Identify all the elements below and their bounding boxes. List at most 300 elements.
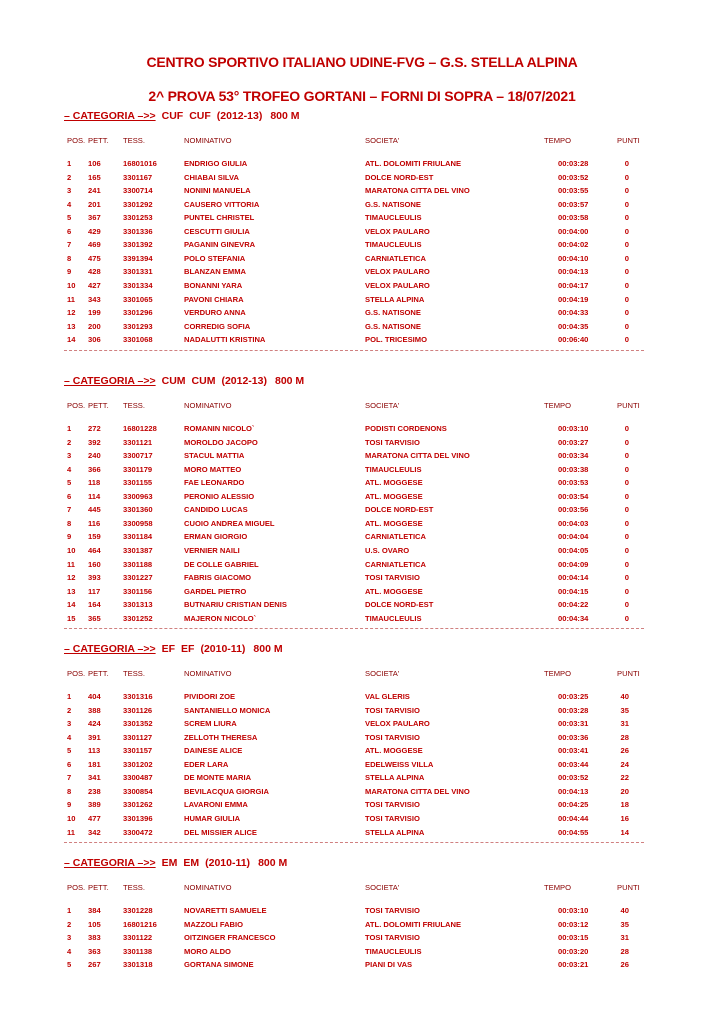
cell-tempo: 00:04:00 bbox=[558, 226, 589, 236]
category-distance: 800 M bbox=[258, 857, 288, 869]
table-header bbox=[64, 136, 644, 148]
category-code: EF bbox=[181, 643, 195, 655]
cell-punti: 35 bbox=[620, 919, 629, 929]
cell-soc: TOSI TARVISIO bbox=[365, 933, 420, 943]
table-row bbox=[64, 746, 644, 758]
cell-punti: 31 bbox=[620, 933, 629, 943]
cell-punti: 20 bbox=[620, 786, 629, 796]
cell-pos: 5 bbox=[67, 960, 72, 970]
cell-soc: STELLA ALPINA bbox=[365, 773, 425, 783]
table-row bbox=[64, 787, 644, 799]
cell-tess: 3301065 bbox=[123, 294, 153, 304]
cell-nom: CAUSERO VITTORIA bbox=[184, 199, 260, 209]
cell-punti: 31 bbox=[620, 719, 629, 729]
cell-tess: 3301121 bbox=[123, 437, 153, 447]
header-pos: POS. bbox=[67, 669, 86, 678]
cell-pett: 160 bbox=[88, 559, 101, 569]
cell-punti: 0 bbox=[624, 280, 629, 290]
cell-punti: 0 bbox=[624, 267, 629, 277]
cell-punti: 14 bbox=[620, 827, 629, 837]
category-prefix: – CATEGORIA –>> bbox=[64, 110, 156, 122]
table-row bbox=[64, 573, 644, 585]
cell-soc: ATL. MOGGESE bbox=[365, 746, 423, 756]
cell-tempo: 00:03:28 bbox=[558, 705, 589, 715]
header-nominativo: NOMINATIVO bbox=[184, 883, 232, 892]
cell-pos: 2 bbox=[67, 172, 72, 182]
cell-punti: 0 bbox=[624, 573, 629, 583]
header-societa: SOCIETA' bbox=[365, 401, 400, 410]
cell-pos: 6 bbox=[67, 226, 72, 236]
header-societa: SOCIETA' bbox=[365, 669, 400, 678]
table-row bbox=[64, 532, 644, 544]
cell-punti: 0 bbox=[624, 437, 629, 447]
cell-punti: 35 bbox=[620, 705, 629, 715]
cell-pett: 117 bbox=[88, 586, 101, 596]
cell-nom: MORO ALDO bbox=[184, 946, 231, 956]
cell-pett: 383 bbox=[88, 933, 101, 943]
cell-pos: 8 bbox=[67, 253, 72, 263]
table-row bbox=[64, 335, 644, 347]
table-row bbox=[64, 614, 644, 626]
cell-soc: TIMAUCLEULIS bbox=[365, 240, 422, 250]
cell-soc: TIMAUCLEULIS bbox=[365, 213, 422, 223]
cell-tempo: 00:03:53 bbox=[558, 478, 589, 488]
cell-pett: 427 bbox=[88, 280, 101, 290]
cell-pos: 4 bbox=[67, 732, 72, 742]
cell-nom: ERMAN GIORGIO bbox=[184, 532, 248, 542]
cell-pett: 118 bbox=[88, 478, 101, 488]
cell-tess: 3301068 bbox=[123, 335, 153, 345]
header-pos: POS. bbox=[67, 136, 86, 145]
cell-tempo: 00:06:40 bbox=[558, 335, 589, 345]
cell-punti: 0 bbox=[624, 559, 629, 569]
cell-soc: CARNIATLETICA bbox=[365, 559, 427, 569]
header-societa: SOCIETA' bbox=[365, 136, 400, 145]
cell-tess: 3301313 bbox=[123, 600, 153, 610]
cell-nom: ROMANIN NICOLO` bbox=[184, 424, 255, 433]
table-row bbox=[64, 451, 644, 463]
cell-tess: 3301392 bbox=[123, 240, 153, 250]
cell-nom: MAZZOLI FABIO bbox=[184, 919, 244, 929]
table-row bbox=[64, 492, 644, 504]
table-row bbox=[64, 295, 644, 307]
cell-tess: 3301252 bbox=[123, 613, 153, 623]
cell-punti: 0 bbox=[624, 186, 629, 196]
cell-tempo: 00:04:22 bbox=[558, 600, 589, 610]
cell-punti: 18 bbox=[620, 800, 629, 810]
cell-pos: 1 bbox=[67, 906, 72, 915]
cell-pett: 200 bbox=[88, 321, 101, 331]
cell-tess: 3301156 bbox=[123, 586, 153, 596]
cell-tempo: 00:03:28 bbox=[558, 159, 589, 168]
cell-nom: MOROLDO JACOPO bbox=[184, 437, 258, 447]
cell-nom: NONINI MANUELA bbox=[184, 186, 251, 196]
table-row bbox=[64, 760, 644, 772]
cell-tempo: 00:04:02 bbox=[558, 240, 589, 250]
cell-pett: 181 bbox=[88, 759, 101, 769]
cell-pos: 7 bbox=[67, 505, 72, 515]
table-row bbox=[64, 267, 644, 279]
category-years: (2010-11) bbox=[205, 857, 251, 869]
table-row bbox=[64, 587, 644, 599]
cell-tempo: 00:03:10 bbox=[558, 906, 589, 915]
cell-tempo: 00:04:03 bbox=[558, 518, 589, 528]
cell-nom: OITZINGER FRANCESCO bbox=[184, 933, 276, 943]
cell-nom: FAE LEONARDO bbox=[184, 478, 245, 488]
cell-pos: 2 bbox=[67, 919, 72, 929]
cell-soc: G.S. NATISONE bbox=[365, 308, 421, 318]
cell-pos: 11 bbox=[67, 559, 76, 569]
cell-tess: 3301334 bbox=[123, 280, 153, 290]
cell-soc: DOLCE NORD-EST bbox=[365, 505, 434, 515]
cell-pos: 11 bbox=[67, 827, 76, 837]
cell-tess: 3301253 bbox=[123, 213, 153, 223]
cell-punti: 28 bbox=[620, 732, 629, 742]
cell-tempo: 00:03:44 bbox=[558, 759, 589, 769]
section-divider bbox=[64, 842, 644, 843]
cell-tess: 3301360 bbox=[123, 505, 153, 515]
cell-pos: 1 bbox=[67, 692, 72, 701]
cell-nom: FABRIS GIACOMO bbox=[184, 573, 252, 583]
cell-nom: DE MONTE MARIA bbox=[184, 773, 252, 783]
cell-pos: 1 bbox=[67, 424, 72, 433]
cell-pett: 393 bbox=[88, 573, 101, 583]
cell-tempo: 00:04:33 bbox=[558, 308, 589, 318]
cell-punti: 0 bbox=[624, 505, 629, 515]
header-nominativo: NOMINATIVO bbox=[184, 669, 232, 678]
category-years: (2012-13) bbox=[221, 375, 267, 387]
cell-tempo: 00:04:09 bbox=[558, 559, 589, 569]
cell-pett: 165 bbox=[88, 172, 101, 182]
header-punti: PUNTI bbox=[617, 136, 640, 145]
cell-punti: 0 bbox=[624, 586, 629, 596]
cell-soc: VELOX PAULARO bbox=[365, 719, 430, 729]
table-row bbox=[64, 424, 644, 436]
cell-soc: MARATONA CITTA DEL VINO bbox=[365, 186, 470, 196]
cell-tempo: 00:04:05 bbox=[558, 545, 589, 555]
cell-punti: 16 bbox=[620, 813, 629, 823]
cell-nom: POLO STEFANIA bbox=[184, 253, 246, 263]
category-heading bbox=[64, 857, 287, 869]
cell-tempo: 00:04:25 bbox=[558, 800, 589, 810]
cell-pett: 306 bbox=[88, 335, 101, 345]
cell-pos: 4 bbox=[67, 946, 72, 956]
cell-tess: 3300714 bbox=[123, 186, 153, 196]
table-row bbox=[64, 465, 644, 477]
cell-punti: 0 bbox=[624, 518, 629, 528]
cell-punti: 0 bbox=[624, 253, 629, 263]
cell-nom: PIVIDORI ZOE bbox=[184, 692, 236, 701]
cell-pos: 13 bbox=[67, 321, 76, 331]
table-row bbox=[64, 478, 644, 490]
category-years: (2012-13) bbox=[216, 110, 263, 122]
table-row bbox=[64, 200, 644, 212]
cell-nom: DAINESE ALICE bbox=[184, 746, 243, 756]
cell-pos: 10 bbox=[67, 813, 76, 823]
cell-soc: ATL. DOLOMITI FRIULANE bbox=[365, 159, 462, 168]
cell-tempo: 00:04:13 bbox=[558, 267, 589, 277]
cell-nom: ZELLOTH THERESA bbox=[184, 732, 258, 742]
cell-nom: SCREM LIURA bbox=[184, 719, 237, 729]
category-prefix: – CATEGORIA –>> bbox=[64, 643, 156, 655]
cell-soc: CARNIATLETICA bbox=[365, 253, 427, 263]
cell-soc: CARNIATLETICA bbox=[365, 532, 427, 542]
cell-tess: 3301167 bbox=[123, 172, 153, 182]
cell-pett: 343 bbox=[88, 294, 101, 304]
cell-punti: 0 bbox=[624, 451, 629, 461]
cell-pett: 363 bbox=[88, 946, 101, 956]
cell-punti: 28 bbox=[620, 946, 629, 956]
table-row bbox=[64, 173, 644, 185]
cell-tempo: 00:03:38 bbox=[558, 464, 589, 474]
header-tess: TESS. bbox=[123, 136, 145, 145]
cell-tempo: 00:03:31 bbox=[558, 719, 589, 729]
cell-pos: 14 bbox=[67, 335, 76, 345]
cell-pett: 342 bbox=[88, 827, 101, 837]
category-heading bbox=[64, 375, 304, 387]
cell-pett: 341 bbox=[88, 773, 101, 783]
cell-soc: VELOX PAULARO bbox=[365, 267, 430, 277]
cell-nom: EDER LARA bbox=[184, 759, 229, 769]
cell-pett: 428 bbox=[88, 267, 101, 277]
cell-tempo: 00:03:21 bbox=[558, 960, 589, 970]
cell-soc: ATL. DOLOMITI FRIULANE bbox=[365, 919, 462, 929]
cell-tempo: 00:03:55 bbox=[558, 186, 589, 196]
cell-nom: BLANZAN EMMA bbox=[184, 267, 247, 277]
table-row bbox=[64, 920, 644, 932]
cell-soc: TOSI TARVISIO bbox=[365, 573, 420, 583]
cell-nom: STACUL MATTIA bbox=[184, 451, 245, 461]
cell-tess: 3301296 bbox=[123, 308, 153, 318]
header-pett: PETT. bbox=[88, 401, 109, 410]
cell-soc: TOSI TARVISIO bbox=[365, 800, 420, 810]
cell-tempo: 00:03:52 bbox=[558, 773, 589, 783]
table-row bbox=[64, 213, 644, 225]
cell-pett: 199 bbox=[88, 308, 101, 318]
cell-soc: VELOX PAULARO bbox=[365, 280, 430, 290]
cell-nom: CANDIDO LUCAS bbox=[184, 505, 248, 515]
cell-punti: 0 bbox=[624, 424, 629, 433]
cell-soc: POL. TRICESIMO bbox=[365, 335, 428, 345]
category-code: CUM bbox=[191, 375, 216, 387]
cell-tess: 3301293 bbox=[123, 321, 153, 331]
cell-punti: 0 bbox=[624, 226, 629, 236]
cell-pett: 113 bbox=[88, 746, 101, 756]
cell-soc: STELLA ALPINA bbox=[365, 294, 425, 304]
header-nominativo: NOMINATIVO bbox=[184, 136, 232, 145]
cell-nom: ENDRIGO GIULIA bbox=[184, 159, 248, 168]
cell-tess: 3301262 bbox=[123, 800, 153, 810]
cell-nom: PAGANIN GINEVRA bbox=[184, 240, 256, 250]
cell-pett: 477 bbox=[88, 813, 101, 823]
cell-tempo: 00:03:27 bbox=[558, 437, 589, 447]
cell-tess: 3301155 bbox=[123, 478, 153, 488]
cell-tempo: 00:04:55 bbox=[558, 827, 589, 837]
cell-soc: U.S. OVARO bbox=[365, 545, 410, 555]
cell-pett: 445 bbox=[88, 505, 101, 515]
table-row bbox=[64, 254, 644, 266]
table-header bbox=[64, 669, 644, 681]
cell-pett: 365 bbox=[88, 613, 101, 623]
table-row bbox=[64, 186, 644, 198]
cell-punti: 0 bbox=[624, 335, 629, 345]
cell-tempo: 00:04:35 bbox=[558, 321, 589, 331]
cell-pett: 114 bbox=[88, 491, 101, 501]
cell-tess: 3300472 bbox=[123, 827, 153, 837]
cell-tess: 3300854 bbox=[123, 786, 153, 796]
cell-pos: 8 bbox=[67, 518, 72, 528]
category-code: EM bbox=[161, 857, 178, 869]
cell-pos: 10 bbox=[67, 545, 76, 555]
header-tempo: TEMPO bbox=[544, 883, 572, 892]
table-row bbox=[64, 308, 644, 320]
header-tempo: TEMPO bbox=[544, 669, 572, 678]
cell-nom: NOVARETTI SAMUELE bbox=[184, 906, 267, 915]
section-divider bbox=[64, 628, 644, 629]
cell-punti: 0 bbox=[624, 464, 629, 474]
cell-tess: 3300958 bbox=[123, 518, 153, 528]
cell-pos: 3 bbox=[67, 451, 72, 461]
cell-tess: 3301396 bbox=[123, 813, 153, 823]
cell-tess: 3301387 bbox=[123, 545, 153, 555]
cell-pett: 105 bbox=[88, 919, 101, 929]
category-code: CUF bbox=[189, 110, 211, 122]
cell-soc: ATL. MOGGESE bbox=[365, 586, 423, 596]
category-heading bbox=[64, 110, 300, 122]
cell-tempo: 00:03:20 bbox=[558, 946, 589, 956]
cell-nom: PUNTEL CHRISTEL bbox=[184, 213, 255, 223]
cell-pos: 15 bbox=[67, 613, 76, 623]
cell-pos: 5 bbox=[67, 478, 72, 488]
cell-punti: 0 bbox=[624, 321, 629, 331]
cell-tess: 3301331 bbox=[123, 267, 153, 277]
cell-tess: 16801016 bbox=[123, 159, 157, 168]
cell-tess: 3301227 bbox=[123, 573, 153, 583]
cell-tess: 3300963 bbox=[123, 491, 153, 501]
table-row bbox=[64, 240, 644, 252]
cell-punti: 22 bbox=[620, 773, 629, 783]
cell-soc: ATL. MOGGESE bbox=[365, 478, 423, 488]
page-title: CENTRO SPORTIVO ITALIANO UDINE-FVG – G.S. STELLA ALPINA bbox=[146, 54, 578, 70]
cell-nom: SANTANIELLO MONICA bbox=[184, 705, 271, 715]
cell-tempo: 00:03:58 bbox=[558, 213, 589, 223]
cell-pett: 116 bbox=[88, 518, 101, 528]
table-row bbox=[64, 733, 644, 745]
cell-pett: 388 bbox=[88, 705, 101, 715]
cell-punti: 0 bbox=[624, 308, 629, 318]
cell-tess: 3300717 bbox=[123, 451, 153, 461]
cell-soc: TOSI TARVISIO bbox=[365, 705, 420, 715]
header-pett: PETT. bbox=[88, 669, 109, 678]
cell-pett: 238 bbox=[88, 786, 101, 796]
cell-pos: 12 bbox=[67, 308, 76, 318]
cell-punti: 24 bbox=[620, 759, 629, 769]
cell-soc: TIMAUCLEULIS bbox=[365, 946, 422, 956]
cell-pett: 367 bbox=[88, 213, 101, 223]
cell-soc: PODISTI CORDENONS bbox=[365, 424, 447, 433]
table-row bbox=[64, 519, 644, 531]
header-tempo: TEMPO bbox=[544, 136, 572, 145]
category-distance: 800 M bbox=[253, 643, 283, 655]
cell-tempo: 00:03:15 bbox=[558, 933, 589, 943]
cell-soc: ATL. MOGGESE bbox=[365, 518, 423, 528]
cell-soc: VELOX PAULARO bbox=[365, 226, 430, 236]
cell-pos: 9 bbox=[67, 532, 72, 542]
cell-tess: 3301126 bbox=[123, 705, 153, 715]
cell-nom: BEVILACQUA GIORGIA bbox=[184, 786, 269, 796]
cell-tempo: 00:04:19 bbox=[558, 294, 589, 304]
cell-pos: 6 bbox=[67, 759, 72, 769]
cell-pett: 267 bbox=[88, 960, 101, 970]
table-header bbox=[64, 883, 644, 895]
cell-tess: 3301184 bbox=[123, 532, 153, 542]
cell-pos: 2 bbox=[67, 437, 72, 447]
table-row bbox=[64, 546, 644, 558]
cell-pos: 1 bbox=[67, 159, 72, 168]
cell-tempo: 00:03:10 bbox=[558, 424, 589, 433]
table-header bbox=[64, 401, 644, 413]
cell-pos: 3 bbox=[67, 719, 72, 729]
cell-tess: 3300487 bbox=[123, 773, 153, 783]
cell-punti: 0 bbox=[624, 491, 629, 501]
cell-pett: 240 bbox=[88, 451, 101, 461]
cell-soc: TOSI TARVISIO bbox=[365, 732, 420, 742]
table-row bbox=[64, 906, 644, 918]
cell-nom: LAVARONI EMMA bbox=[184, 800, 248, 810]
cell-nom: VERNIER NAILI bbox=[184, 545, 240, 555]
cell-punti: 26 bbox=[620, 746, 629, 756]
cell-pett: 272 bbox=[88, 424, 101, 433]
cell-soc: TOSI TARVISIO bbox=[365, 437, 420, 447]
cell-soc: PIANI DI VAS bbox=[365, 960, 413, 970]
cell-nom: VERDURO ANNA bbox=[184, 308, 246, 318]
cell-tess: 3301316 bbox=[123, 692, 153, 701]
cell-soc: G.S. NATISONE bbox=[365, 321, 421, 331]
cell-nom: MORO MATTEO bbox=[184, 464, 242, 474]
table-row bbox=[64, 773, 644, 785]
cell-soc: TIMAUCLEULIS bbox=[365, 464, 422, 474]
table-row bbox=[64, 947, 644, 959]
cell-soc: STELLA ALPINA bbox=[365, 827, 425, 837]
cell-pos: 11 bbox=[67, 294, 76, 304]
category-prefix: – CATEGORIA –>> bbox=[64, 375, 156, 387]
table-row bbox=[64, 281, 644, 293]
cell-tess: 3301157 bbox=[123, 746, 153, 756]
table-row bbox=[64, 828, 644, 840]
cell-punti: 0 bbox=[624, 532, 629, 542]
cell-punti: 26 bbox=[620, 960, 629, 970]
table-row bbox=[64, 322, 644, 334]
table-row bbox=[64, 560, 644, 572]
cell-tempo: 00:04:13 bbox=[558, 786, 589, 796]
cell-punti: 0 bbox=[624, 600, 629, 610]
cell-pos: 13 bbox=[67, 586, 76, 596]
category-code: CUF bbox=[161, 110, 184, 122]
cell-pett: 159 bbox=[88, 532, 101, 542]
cell-tempo: 00:04:14 bbox=[558, 573, 589, 583]
cell-tempo: 00:03:56 bbox=[558, 505, 589, 515]
cell-tess: 3301179 bbox=[123, 464, 153, 474]
cell-pos: 12 bbox=[67, 573, 76, 583]
cell-pos: 3 bbox=[67, 933, 72, 943]
table-row bbox=[64, 692, 644, 704]
cell-pett: 475 bbox=[88, 253, 101, 263]
cell-tess: 3301127 bbox=[123, 732, 153, 742]
cell-tess: 3301138 bbox=[123, 946, 153, 956]
cell-punti: 0 bbox=[624, 172, 629, 182]
header-tess: TESS. bbox=[123, 401, 145, 410]
table-row bbox=[64, 933, 644, 945]
